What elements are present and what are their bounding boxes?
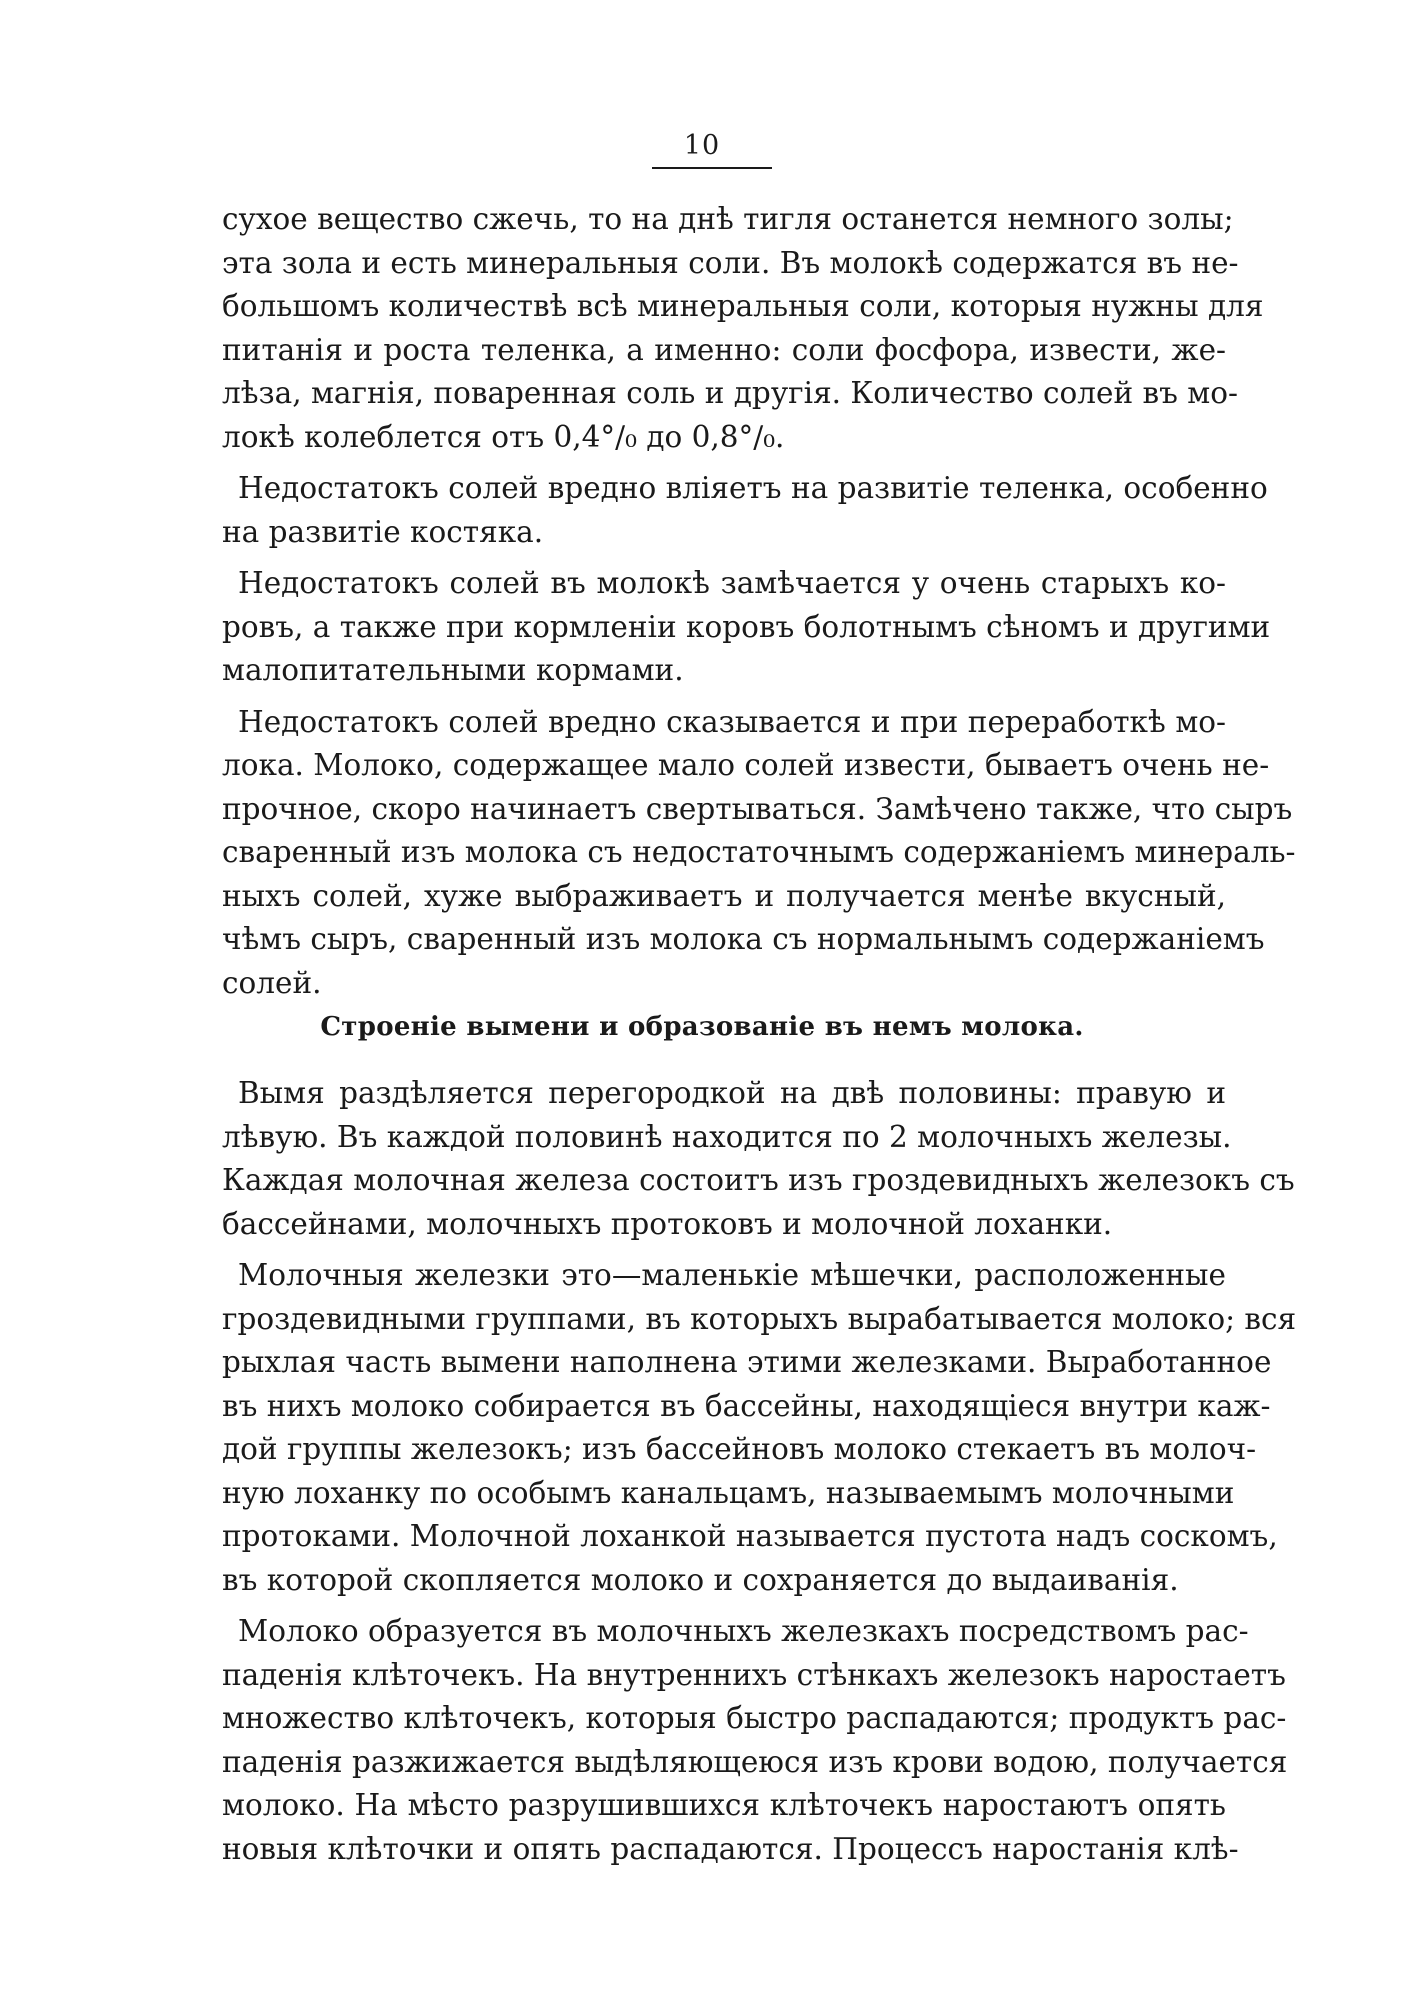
paragraph-mineral-salts bbox=[222, 198, 1264, 459]
text-line: лѣвую. Въ каждой половинѣ находится по 2 молочныхъ железы. bbox=[222, 1119, 1232, 1154]
text-line: Вымя раздѣляется перегородкой на двѣ половины: правую и bbox=[238, 1076, 1226, 1110]
paragraph-udder-structure bbox=[222, 1072, 1295, 1246]
text-line: Молоко образуется въ молочныхъ железкахъ посредствомъ рас- bbox=[238, 1614, 1249, 1648]
text-line: солей. bbox=[222, 965, 322, 1000]
text-line: Каждая молочная железа состоитъ изъ гроздевидныхъ железокъ съ bbox=[222, 1163, 1295, 1197]
text-line: въ нихъ молоко собирается въ бассейны, находящіеся внутри каж- bbox=[222, 1388, 1271, 1423]
text-line: сваренный изъ молока съ недостаточнымъ содержаніемъ минераль- bbox=[222, 835, 1296, 869]
text-line: локѣ колеблется отъ 0,4°/₀ до 0,8°/₀. bbox=[222, 419, 785, 454]
paragraph-salt-deficiency-calf bbox=[222, 467, 1268, 554]
text-line: Недостатокъ солей вредно вліяетъ на развитіе теленка, особенно bbox=[238, 471, 1268, 505]
page-number-rule bbox=[652, 167, 772, 169]
text-line: на развитіе костяка. bbox=[222, 514, 544, 549]
text-line: ныхъ солей, хуже выбраживаетъ и получается менѣе вкусный, bbox=[222, 878, 1226, 913]
text-line: большомъ количествѣ всѣ минеральныя соли, которыя нужны для bbox=[222, 289, 1264, 323]
text-line: дой группы железокъ; изъ бассейновъ молоко стекаетъ въ молоч- bbox=[222, 1432, 1257, 1466]
text-line: ровъ, а также при кормленіи коровъ болотнымъ сѣномъ и другими bbox=[222, 609, 1271, 644]
text-line: Недостатокъ солей вредно сказывается и при переработкѣ мо- bbox=[238, 704, 1226, 739]
text-line: въ которой скопляется молоко и сохраняется до выдаиванія. bbox=[222, 1562, 1179, 1597]
text-line: молоко. На мѣсто разрушившихся клѣточекъ наростаютъ опять bbox=[222, 1788, 1226, 1822]
text-line: Молочныя железки это—маленькіе мѣшечки, расположенные bbox=[238, 1258, 1226, 1292]
text-line: Недостатокъ солей въ молокѣ замѣчается у очень старыхъ ко- bbox=[238, 566, 1226, 600]
text-line: рыхлая часть вымени наполнена этими железками. Выработанное bbox=[222, 1345, 1272, 1379]
text-block-udder bbox=[222, 1072, 1297, 1879]
text-line: новыя клѣточки и опять распадаются. Процессъ наростанія клѣ- bbox=[222, 1831, 1239, 1866]
text-line: лѣза, магнія, поваренная соль и другія. Количество солей въ мо- bbox=[222, 376, 1238, 410]
paragraph-salt-deficiency-processing bbox=[222, 701, 1296, 1006]
text-line: лока. Молоко, содержащее мало солей извести, бываетъ очень не- bbox=[222, 748, 1270, 782]
text-block-minerals bbox=[222, 198, 1296, 1013]
text-line: малопитательными кормами. bbox=[222, 653, 684, 687]
paragraph-salt-deficiency-cows bbox=[222, 562, 1271, 693]
text-line: эта зола и есть минеральныя соли. Въ молокѣ содержатся въ не- bbox=[222, 245, 1239, 280]
section-heading: Строеніе вымени и образованіе въ немъ молока. bbox=[320, 1012, 1084, 1042]
text-line: гроздевидными группами, въ которыхъ вырабатывается молоко; вся bbox=[222, 1301, 1297, 1336]
text-line: паденія разжижается выдѣляющеюся изъ крови водою, получается bbox=[222, 1744, 1288, 1779]
text-line: чѣмъ сыръ, сваренный изъ молока съ нормальнымъ содержаніемъ bbox=[222, 922, 1265, 956]
text-line: бассейнами, молочныхъ протоковъ и молочной лоханки. bbox=[222, 1206, 1113, 1241]
text-line: питанія и роста теленка, а именно: соли фосфора, извести, же- bbox=[222, 332, 1226, 367]
text-line: протоками. Молочной лоханкой называется пустота надъ соскомъ, bbox=[222, 1519, 1278, 1553]
text-line: прочное, скоро начинаетъ свертываться. Замѣчено также, что сыръ bbox=[222, 791, 1293, 826]
text-line: множество клѣточекъ, которыя быстро распадаются; продуктъ рас- bbox=[222, 1701, 1287, 1735]
paragraph-milk-glands bbox=[222, 1254, 1297, 1602]
text-line: паденія клѣточекъ. На внутреннихъ стѣнкахъ железокъ наростаетъ bbox=[222, 1657, 1286, 1692]
page-number: 10 bbox=[683, 130, 721, 161]
text-line: сухое вещество сжечь, то на днѣ тигля останется немного золы; bbox=[222, 202, 1234, 236]
text-line: ную лоханку по особымъ канальцамъ, называемымъ молочными bbox=[222, 1475, 1235, 1510]
paragraph-milk-formation bbox=[222, 1610, 1288, 1871]
